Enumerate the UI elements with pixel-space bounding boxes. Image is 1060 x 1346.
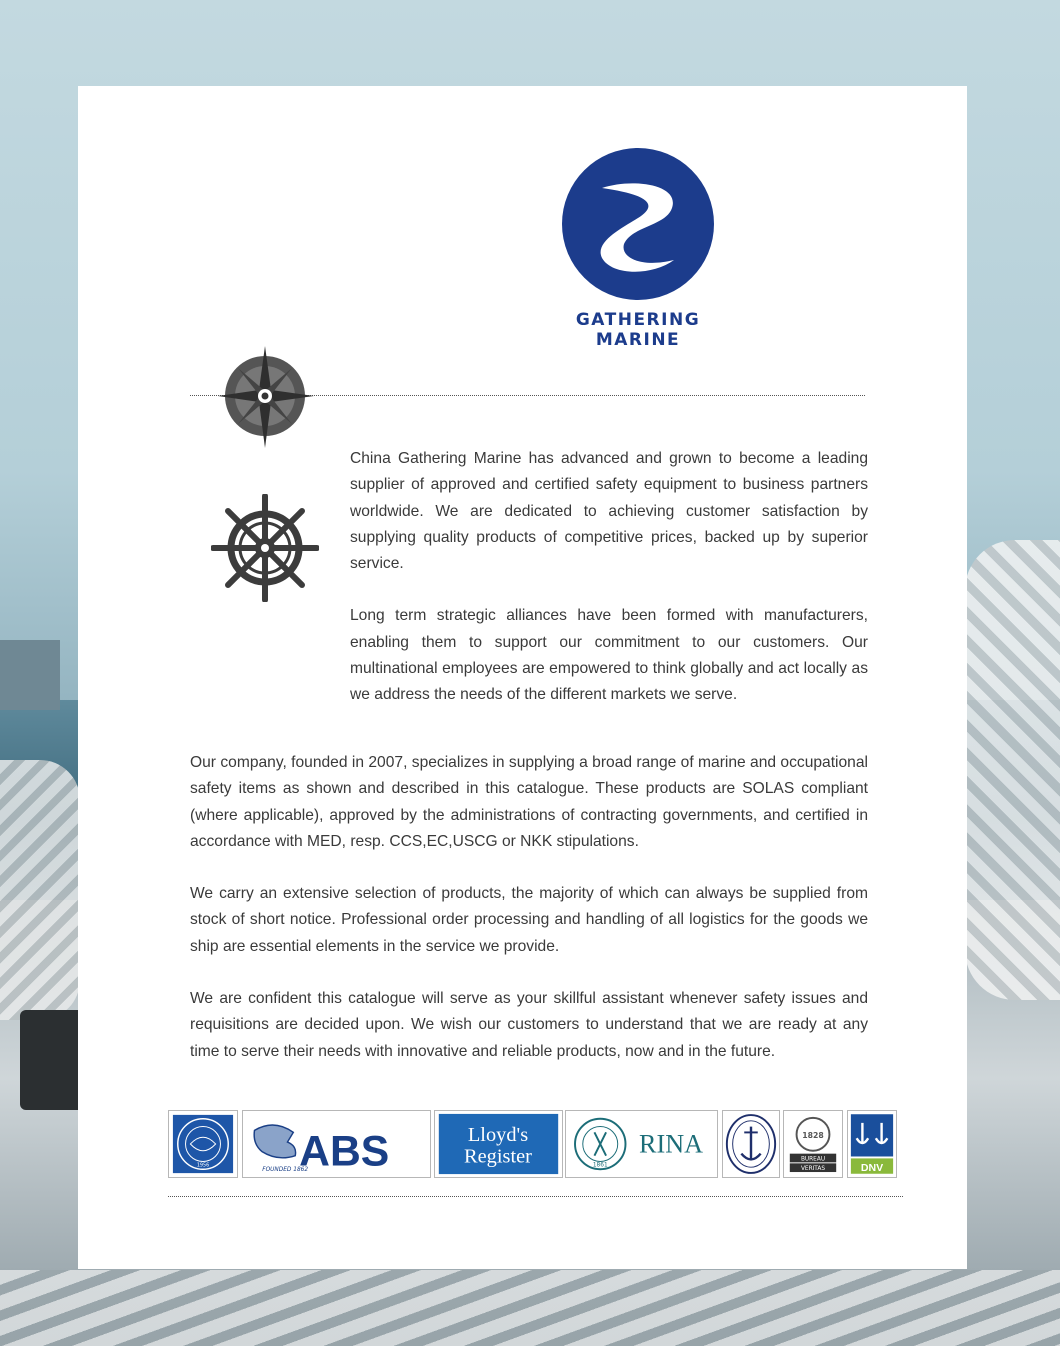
bureau-veritas-logo <box>783 1110 843 1178</box>
svg-text:1861: 1861 <box>592 1162 608 1169</box>
gathering-marine-logo-icon <box>562 148 714 300</box>
svg-text:RINA: RINA <box>639 1129 704 1159</box>
rope-bottom <box>0 1270 1060 1346</box>
intro-text <box>350 446 868 709</box>
svg-text:ABS: ABS <box>299 1127 390 1176</box>
body-paragraph: We carry an extensive selection of products, the majority of which can always be supplied from stock of short notice. Professional order processing and handling of all logistics for the goods we ship are essential elements in the service we provide. <box>190 885 868 955</box>
svg-text:1828: 1828 <box>802 1131 824 1141</box>
company-name <box>518 310 758 350</box>
svg-text:BUREAU: BUREAU <box>800 1156 826 1163</box>
svg-text:VERITAS: VERITAS <box>800 1166 826 1173</box>
body-text <box>190 750 868 1065</box>
svg-text:FOUNDED 1862: FOUNDED 1862 <box>262 1167 309 1174</box>
intro-paragraph: China Gathering Marine has advanced and grown to become a leading supplier of approved and certified safety equipment to business partners worldwide. We are dedicated to achieving customer satisfaction by supplying quality products of competitive prices, backed up by superior service. <box>350 450 868 573</box>
intro-paragraph: Long term strategic alliances have been formed with manufacturers, enabling them to support our commitment to our customers. Our multinational employees are empowered to think globally and act locally as we address the needs of the different markets we serve. <box>350 607 868 704</box>
harbor-building <box>0 640 60 710</box>
compass-rose-icon <box>218 344 318 450</box>
dnv-logo <box>847 1110 897 1178</box>
rope-left <box>0 760 80 1020</box>
svg-text:1956: 1956 <box>196 1162 210 1169</box>
rina-logo <box>565 1110 718 1178</box>
rope-right <box>965 540 1060 1000</box>
ship-wheel-icon <box>211 494 319 602</box>
ccs-logo <box>168 1110 238 1178</box>
company-name-line1: GATHERING <box>575 310 701 330</box>
anchor-seal-logo <box>722 1110 780 1178</box>
svg-text:Lloyd's: Lloyd's <box>467 1124 529 1147</box>
body-paragraph: We are confident this catalogue will serve as your skillful assistant whenever safety issues and requisitions are decided upon. We wish our customers to understand that we are ready at any time to serve their needs with innovative and reliable products, now and in the future. <box>190 990 868 1060</box>
company-name-line2: MARINE <box>595 330 681 350</box>
abs-logo <box>242 1110 431 1178</box>
catalogue-page <box>78 86 967 1269</box>
divider-bottom <box>168 1196 903 1197</box>
svg-text:Register: Register <box>464 1145 532 1168</box>
body-paragraph: Our company, founded in 2007, specializes in supplying a broad range of marine and occupational safety items as shown and described in this catalogue. These products are SOLAS compliant (where applicable), approved by the administrations of contracting governments, and certified in accordance with MED, resp. CCS,EC,USCG or NKK stipulations. <box>190 754 868 850</box>
lloyds-register-logo <box>434 1110 563 1178</box>
svg-text:DNV: DNV <box>860 1161 884 1174</box>
